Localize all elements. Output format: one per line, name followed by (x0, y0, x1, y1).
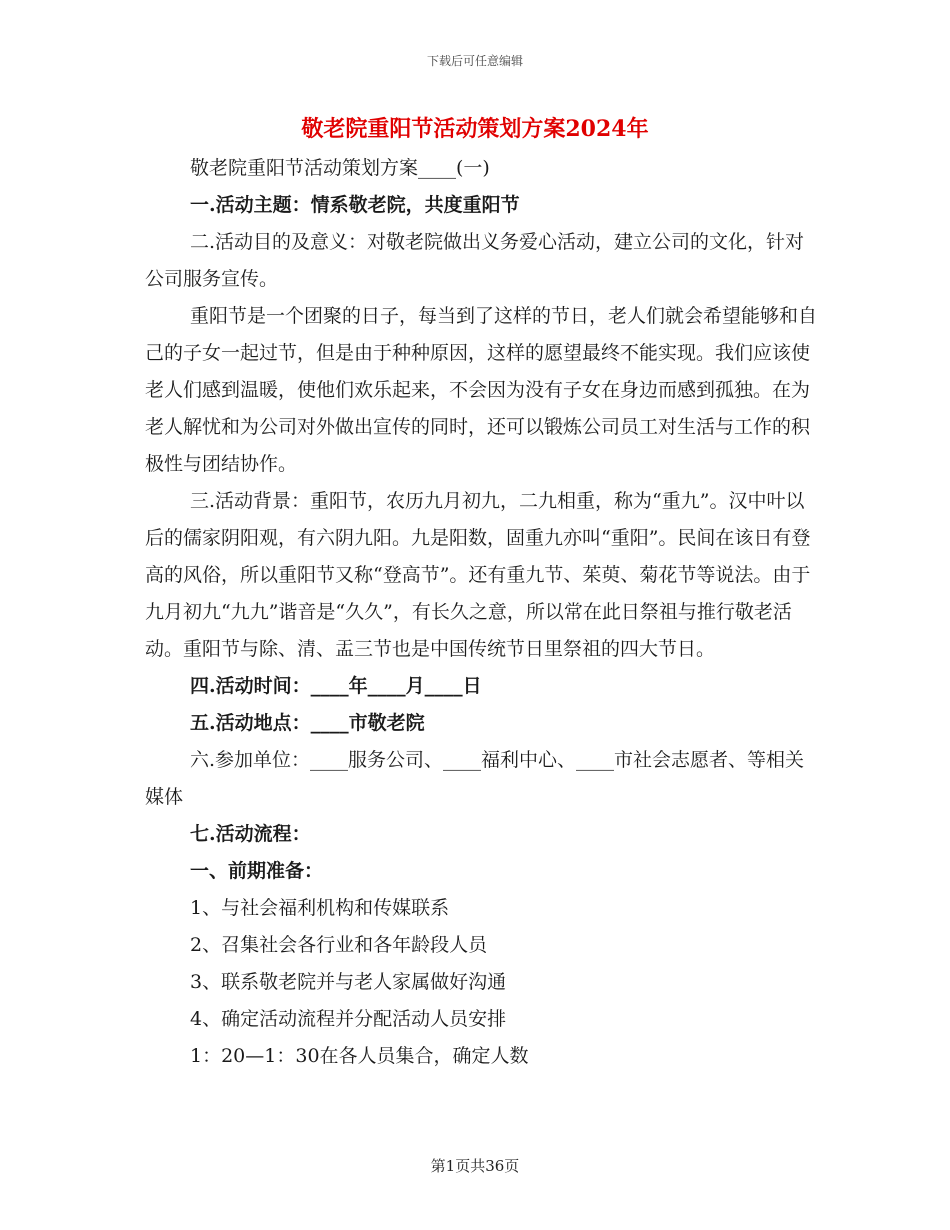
paragraph-body: 重阳节是一个团聚的日子，每当到了这样的节日，老人们就会希望能够和自己的子女一起过节，但是由于种种原因，这样的愿望最终不能实现。我们应该使老人们感到温暖，使他们欢乐起来，不会因为没有子女在身边而感到孤独。在为老人解忧和为公司对外做出宣传的同时，还可以锻炼公司员工对生活与工作的积极性与团结协作。 (145, 305, 818, 475)
section-participants: 六.参加单位：____服务公司、____福利中心、____市社会志愿者、等相关媒体 (145, 749, 805, 808)
list-item: 3、联系敬老院并与老人家属做好沟通 (190, 971, 507, 993)
header-note: 下载后可任意编辑 (426, 54, 523, 68)
subtitle-line: 敬老院重阳节活动策划方案____(一) (190, 157, 490, 179)
section-purpose: 二.活动目的及意义：对敬老院做出义务爱心活动，建立公司的文化，针对公司服务宣传。 (145, 231, 805, 290)
document-title: 敬老院重阳节活动策划方案2024年 (301, 116, 649, 142)
section-location: 五.活动地点：____市敬老院 (190, 712, 425, 734)
document-body (145, 150, 820, 1075)
list-item: 2、召集社会各行业和各年龄段人员 (190, 934, 488, 956)
schedule-item: 1：20—1：30在各人员集合，确定人数 (190, 1045, 529, 1067)
section-process: 七.活动流程： (190, 823, 311, 845)
section-time: 四.活动时间：____年____月____日 (190, 675, 482, 697)
subsection-preparation: 一、前期准备： (190, 860, 324, 882)
list-item: 1、与社会福利机构和传媒联系 (190, 897, 450, 919)
section-background: 三.活动背景：重阳节，农历九月初九，二九相重，称为“重九”。汉中叶以后的儒家阴阳观，有六阴九阳。九是阳数，固重九亦叫“重阳”。民间在该日有登高的风俗，所以重阳节又称“登高节”。还有重九节、茱萸、菊花节等说法。由于九月初九“九九”谐音是“久久”，有长久之意，所以常在此日祭祖与推行敬老活动。重阳节与除、清、盂三节也是中国传统节日里祭祖的四大节日。 (145, 490, 811, 660)
page-footer: 第1页共36页 (430, 1157, 520, 1175)
list-item: 4、确定活动流程并分配活动人员安排 (190, 1008, 507, 1030)
section-theme: 一.活动主题：情系敬老院，共度重阳节 (190, 194, 520, 216)
